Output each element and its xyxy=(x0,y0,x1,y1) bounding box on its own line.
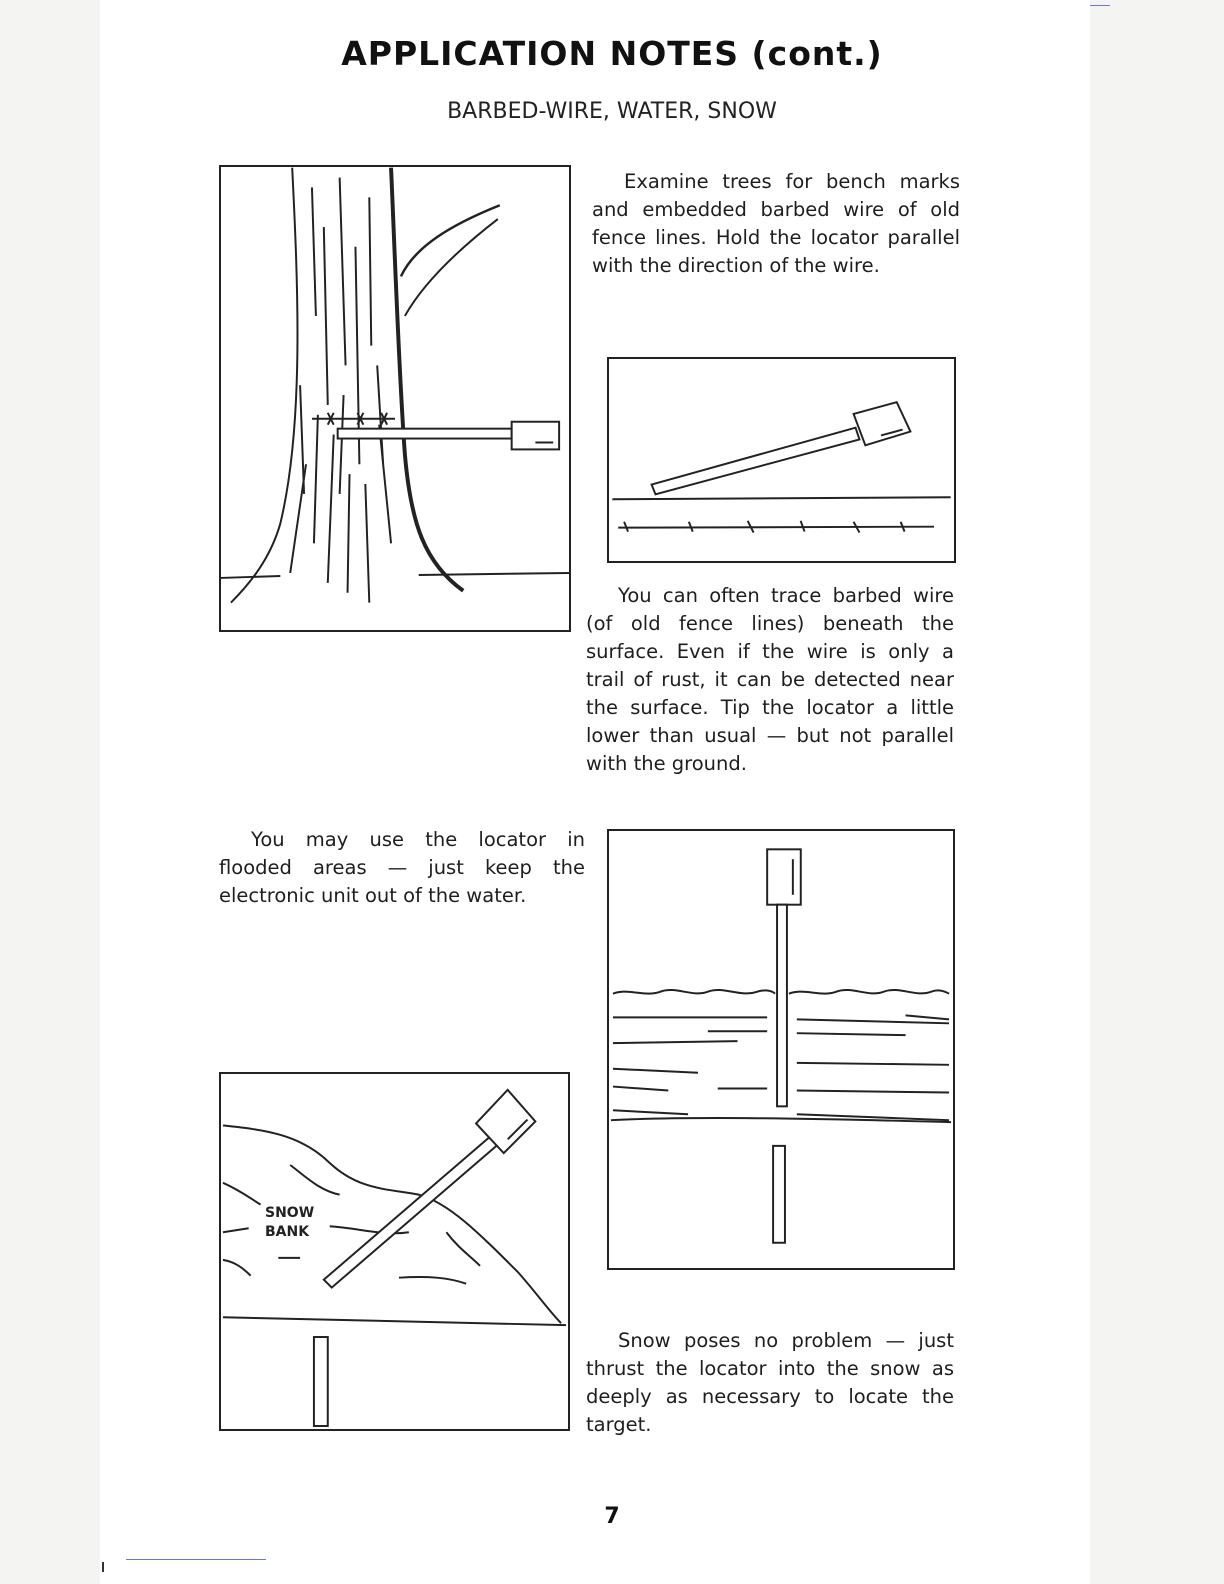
bottom-edge-rule xyxy=(126,1559,266,1560)
figure-tree-barbed-wire xyxy=(219,165,571,632)
snow-bank-label-line1: SNOW xyxy=(265,1205,315,1221)
margin-tick-mark xyxy=(102,1562,104,1572)
page-title: APPLICATION NOTES (cont.) xyxy=(341,34,883,73)
page-subtitle: BARBED-WIRE, WATER, SNOW xyxy=(447,99,777,124)
snow-bank-illustration xyxy=(221,1074,568,1429)
tree-illustration xyxy=(221,167,569,630)
paragraph-tree-bench-marks xyxy=(592,168,960,280)
page-number: 7 xyxy=(604,1504,620,1529)
paragraph-flooded-areas xyxy=(219,826,585,910)
paragraph-snow xyxy=(586,1327,954,1439)
flooded-area-illustration xyxy=(609,831,953,1268)
paragraph-text: Examine trees for bench marks and embedded barbed wire of old fence lines. Hold the locator parallel with the direction of the wire. xyxy=(592,170,960,277)
top-edge-rule xyxy=(1090,5,1110,6)
barbed-wire-illustration xyxy=(609,359,954,561)
figure-flooded-area xyxy=(607,829,955,1270)
figure-barbed-wire-surface xyxy=(607,357,956,563)
paragraph-trace-barbed-wire xyxy=(586,582,954,778)
snow-bank-label xyxy=(265,1204,314,1242)
figure-snow-bank xyxy=(219,1072,570,1431)
paragraph-text: You may use the locator in flooded areas — just keep the electronic unit out of the water. xyxy=(219,828,585,907)
paragraph-text: Snow poses no problem — just thrust the locator into the snow as deeply as necessary to locate the target. xyxy=(586,1329,954,1436)
snow-bank-label-line2: BANK xyxy=(265,1224,310,1240)
paragraph-text: You can often trace barbed wire (of old fence lines) beneath the surface. Even if the wire is only a trail of rust, it can be detected near the surface. Tip the locator a little lower than usual — but not parallel with the ground. xyxy=(586,584,954,775)
